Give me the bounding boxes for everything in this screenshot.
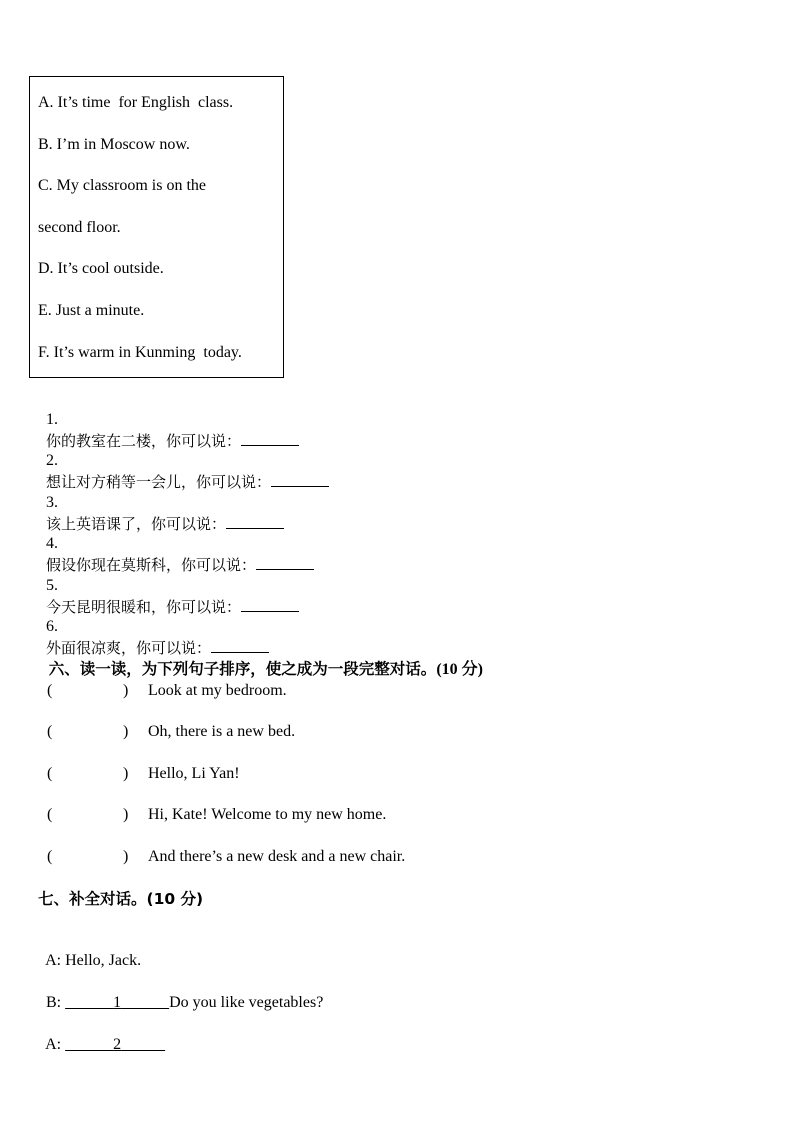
order-paren-open: ( — [47, 765, 53, 782]
dialogue-line: B: 1 Do you like vegetables? — [46, 994, 324, 1011]
order-paren-close: ) — [123, 765, 129, 782]
situation-item: 5. 今天昆明很暖和，你可以说： — [38, 556, 299, 618]
situation-item: 1. 你的教室在二楼，你可以说： — [38, 390, 299, 452]
situation-item: 4. 假设你现在莫斯科，你可以说： — [38, 514, 314, 576]
situation-item: 6. 外面很凉爽，你可以说： — [38, 597, 269, 659]
order-sentence: Hello, Li Yan! — [148, 765, 240, 782]
order-paren-open: ( — [47, 723, 53, 740]
order-paren-close: ) — [123, 682, 129, 699]
order-paren-open: ( — [47, 682, 53, 699]
option-d: D. It’s cool outside. — [38, 260, 164, 277]
order-paren-open: ( — [47, 806, 53, 823]
order-sentence: Oh, there is a new bed. — [148, 723, 296, 740]
dialogue-blank-2[interactable]: 2 — [113, 1036, 122, 1053]
order-paren-close: ) — [123, 806, 129, 823]
option-c-cont: second floor. — [38, 219, 121, 236]
option-e: E. Just a minute. — [38, 302, 145, 319]
option-a: A. It’s time for English class. — [38, 94, 234, 111]
order-paren-close: ) — [123, 848, 129, 865]
situation-item: 2. 想让对方稍等一会儿，你可以说： — [38, 431, 329, 493]
order-paren-close: ) — [123, 723, 129, 740]
option-b: B. I’m in Moscow now. — [38, 136, 190, 153]
order-paren-open: ( — [47, 848, 53, 865]
situation-item: 3. 该上英语课了，你可以说： — [38, 473, 284, 535]
section6-title: 六、读一读，为下列句子排序，使之成为一段完整对话。(10 分) — [48, 660, 483, 678]
option-f: F. It’s warm in Kunming today. — [38, 344, 242, 361]
order-sentence: Hi, Kate! Welcome to my new home. — [148, 806, 387, 823]
dialogue-line: A: 2 — [38, 1015, 165, 1055]
section7-title: 七、补全对话。(10 分) — [38, 890, 204, 908]
option-c: C. My classroom is on the — [38, 177, 206, 194]
order-sentence: Look at my bedroom. — [148, 682, 287, 699]
order-sentence: And there’s a new desk and a new chair. — [148, 848, 406, 865]
dialogue-line: A: Hello, Jack. — [45, 952, 142, 969]
dialogue-blank-1[interactable]: 1 — [113, 994, 122, 1011]
